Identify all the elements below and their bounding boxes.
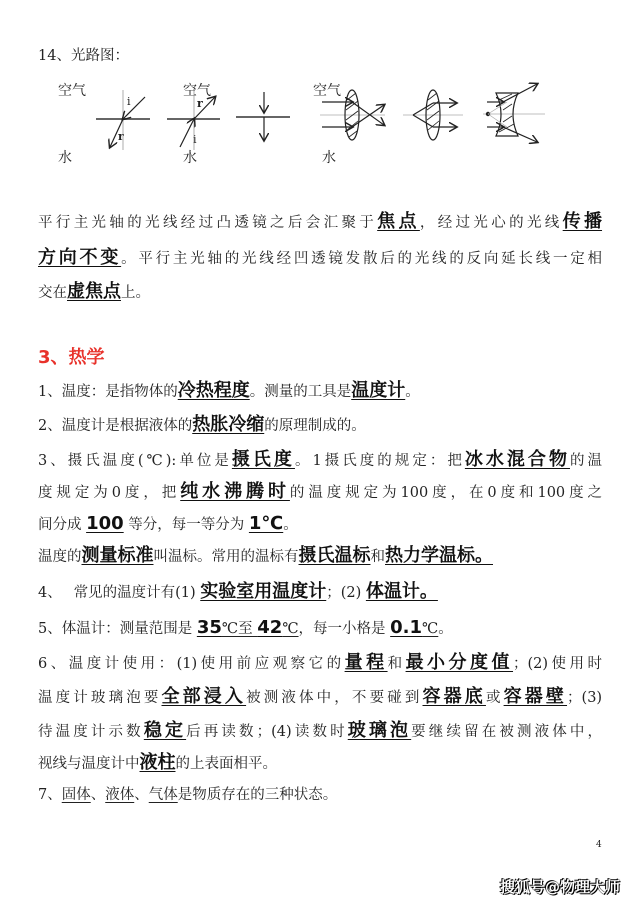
key-term: 稳定 bbox=[143, 720, 187, 741]
heat-lines-line bbox=[38, 582, 602, 603]
key-term: 方向不变 bbox=[38, 247, 122, 268]
key-term: 量程 bbox=[344, 652, 388, 673]
text-segment: 1、温度：是指物体的 bbox=[38, 384, 178, 400]
optics-diagram-svg bbox=[0, 0, 640, 180]
label-water-2: 水 bbox=[183, 150, 197, 166]
key-term: 冰水混合物 bbox=[464, 449, 570, 470]
key-term: 液柱 bbox=[139, 752, 176, 773]
underlined-text: ℃ bbox=[282, 621, 299, 637]
watermark: 搜狐号@物理大师 bbox=[500, 878, 621, 896]
heat-lines-line bbox=[38, 618, 602, 639]
text-segment: 和 bbox=[387, 656, 406, 672]
text-segment: 后再读数；(4)读数时 bbox=[186, 724, 348, 740]
key-term: 热力学温标。 bbox=[385, 545, 493, 566]
text-segment: 的原理制成的。 bbox=[264, 418, 366, 434]
heat-lines-line bbox=[38, 450, 602, 471]
text-segment: ；(2) bbox=[326, 585, 366, 601]
key-term: 0.1 bbox=[390, 617, 423, 638]
text-segment: 7、 bbox=[38, 787, 62, 803]
text-segment: ，每一小格是 bbox=[298, 621, 391, 637]
section-heading-heat: 3、热学 bbox=[38, 347, 105, 368]
heat-lines-line bbox=[38, 482, 602, 503]
angle-i-2: i bbox=[193, 133, 197, 146]
underlined-text: ℃至 bbox=[221, 621, 258, 637]
text-segment: 。 bbox=[405, 384, 420, 400]
text-segment: 、 bbox=[134, 787, 149, 803]
heat-lines-line bbox=[38, 381, 602, 402]
text-segment: 或 bbox=[485, 690, 504, 706]
key-term: 摄氏温标 bbox=[298, 545, 371, 566]
key-term: 虚焦点 bbox=[67, 281, 121, 302]
text-segment: 。1摄氏度的规定：把 bbox=[294, 453, 465, 469]
text-segment: 度规定为0度，把 bbox=[38, 485, 181, 501]
label-air-2: 空气 bbox=[183, 83, 211, 99]
text-segment: 2、温度计是根据液体的 bbox=[38, 418, 193, 434]
key-term: 冷热程度 bbox=[177, 380, 250, 401]
key-term: 摄氏度 bbox=[231, 449, 295, 470]
key-term: 42 bbox=[257, 617, 283, 638]
key-term: 容器壁 bbox=[503, 686, 568, 707]
key-term: 最小分度值 bbox=[405, 652, 514, 673]
section-14-title: 14、光路图： bbox=[38, 48, 129, 64]
optics-paragraph-line bbox=[38, 248, 602, 269]
key-term: 玻璃泡 bbox=[347, 720, 412, 741]
text-segment: 要继续留在被测液体中， bbox=[411, 724, 603, 740]
heat-lines-line bbox=[38, 753, 602, 774]
text-segment: 平行主光轴的光线经过凸透镜之后会汇聚于 bbox=[38, 215, 378, 231]
key-term: 100 bbox=[86, 513, 124, 534]
key-term: 焦点 bbox=[377, 211, 420, 232]
angle-r-2: r bbox=[197, 97, 203, 110]
text-segment: 间分成 bbox=[38, 517, 87, 533]
key-term: 1℃ bbox=[248, 513, 284, 534]
key-term: 热胀冷缩 bbox=[192, 414, 265, 435]
heat-lines-line bbox=[38, 546, 602, 567]
underlined-text: ℃ bbox=[422, 621, 439, 637]
text-segment: ，经过光心的光线 bbox=[419, 215, 563, 231]
optics-paragraph-line bbox=[38, 212, 602, 233]
text-segment: 的上表面相平。 bbox=[175, 756, 277, 772]
text-segment: 的温 bbox=[569, 453, 603, 469]
key-term: 温度计 bbox=[351, 380, 406, 401]
text-segment: 待温度计示数 bbox=[38, 724, 144, 740]
underlined-text: 液体 bbox=[105, 787, 135, 803]
text-segment: 和 bbox=[370, 549, 385, 565]
page-number: 4 bbox=[596, 840, 602, 850]
key-term: 体温计。 bbox=[365, 581, 438, 602]
text-segment: 视线与温度计中 bbox=[38, 756, 140, 772]
text-segment: 被测液体中，不要碰到 bbox=[246, 690, 423, 706]
text-segment: 叫温标。常用的温标有 bbox=[153, 549, 299, 565]
text-segment: ；(2)使用时 bbox=[513, 656, 603, 672]
text-segment: 6、温度计使用：(1)使用前应观察它的 bbox=[38, 656, 345, 672]
text-segment: 的温度规定为100度，在0度和100度之 bbox=[289, 485, 603, 501]
label-water-3: 水 bbox=[322, 150, 336, 166]
label-water-1: 水 bbox=[58, 150, 72, 166]
text-segment: 3、摄氏温度(℃):单位是 bbox=[38, 453, 232, 469]
text-segment: 。测量的工具是 bbox=[249, 384, 352, 400]
text-segment: ；(3) bbox=[567, 690, 603, 706]
heat-lines-line bbox=[38, 415, 602, 436]
text-segment: 等分，每一等分为 bbox=[123, 517, 249, 533]
text-segment: 。平行主光轴的光线经凹透镜发散后的光线的反向延长线一定相 bbox=[121, 251, 603, 267]
heat-lines-line bbox=[38, 721, 602, 742]
underlined-text: 气体 bbox=[148, 787, 178, 803]
label-air-1: 空气 bbox=[58, 83, 86, 99]
text-segment: 、 bbox=[90, 787, 106, 803]
text-segment: 4、 常见的温度计有(1) bbox=[38, 585, 201, 601]
text-segment: 温度计玻璃泡要 bbox=[38, 690, 162, 706]
optics-paragraph-line bbox=[38, 282, 602, 303]
key-term: 容器底 bbox=[422, 686, 486, 707]
key-term: 测量标准 bbox=[81, 545, 154, 566]
text-segment: 。 bbox=[438, 621, 453, 637]
key-term: 35 bbox=[196, 617, 222, 638]
key-term: 全部浸入 bbox=[161, 686, 247, 707]
label-air-3: 空气 bbox=[313, 83, 341, 99]
text-segment: 是物质存在的三种状态。 bbox=[177, 787, 338, 803]
text-segment: 温度的 bbox=[38, 549, 82, 565]
heat-lines-line bbox=[38, 653, 602, 674]
heat-lines-line bbox=[38, 687, 602, 708]
text-segment: 5、体温计：测量范围是 bbox=[38, 621, 197, 637]
angle-r-1: r bbox=[118, 130, 124, 143]
underlined-text: 固体 bbox=[61, 787, 91, 803]
heat-lines-line bbox=[38, 514, 602, 535]
text-segment: 上。 bbox=[121, 285, 150, 301]
angle-i-1: i bbox=[127, 95, 131, 108]
text-segment: 。 bbox=[283, 517, 298, 533]
key-term: 实验室用温度计 bbox=[200, 581, 327, 602]
key-term: 传播 bbox=[562, 211, 603, 232]
text-segment: 交在 bbox=[38, 285, 67, 301]
key-term: 纯水沸腾时 bbox=[180, 481, 290, 502]
heat-lines-line bbox=[38, 785, 602, 805]
